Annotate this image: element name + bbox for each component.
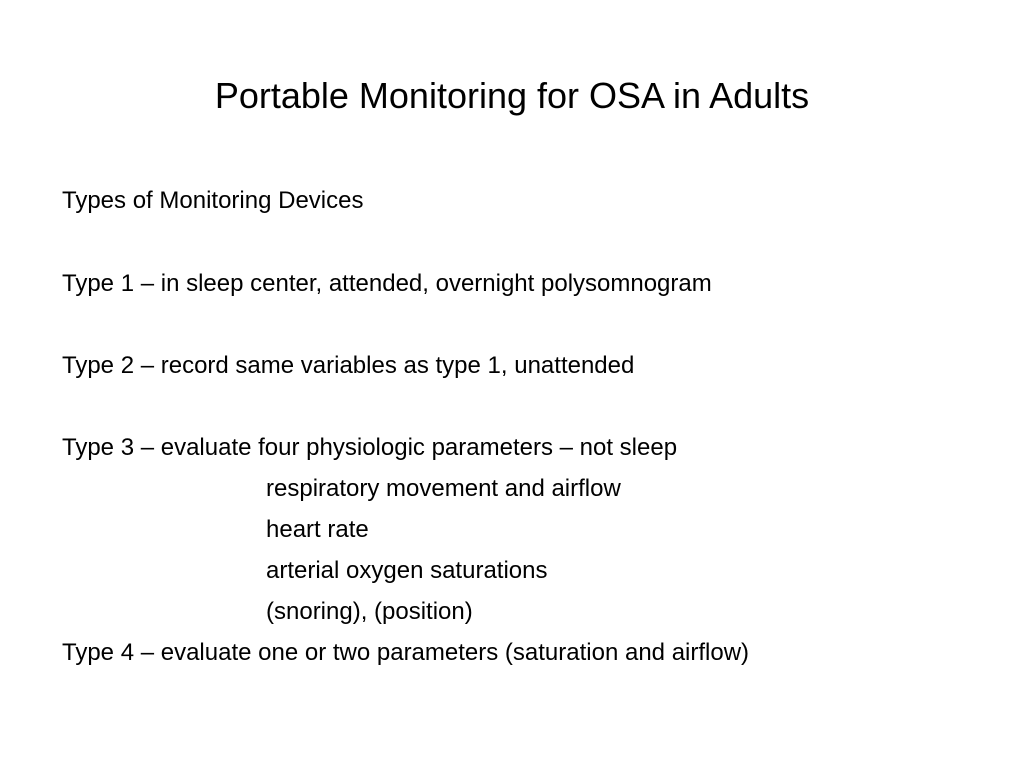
type-2-text: Type 2 – record same variables as type 1, unattended bbox=[62, 352, 635, 379]
type-3-parameter-respiratory: respiratory movement and airflow bbox=[266, 475, 621, 502]
type-3-parameter-oxygen: arterial oxygen saturations bbox=[266, 557, 548, 584]
section-heading: Types of Monitoring Devices bbox=[62, 187, 364, 214]
type-3-text: Type 3 – evaluate four physiologic parameters – not sleep bbox=[62, 434, 678, 461]
type-3-parameter-heart-rate: heart rate bbox=[266, 516, 369, 543]
slide-title: Portable Monitoring for OSA in Adults bbox=[214, 75, 810, 116]
type-3-parameter-snoring-position: (snoring), (position) bbox=[266, 598, 473, 625]
type-4-text: Type 4 – evaluate one or two parameters (saturation and airflow) bbox=[62, 639, 750, 666]
type-1-text: Type 1 – in sleep center, attended, overnight polysomnogram bbox=[62, 270, 712, 297]
